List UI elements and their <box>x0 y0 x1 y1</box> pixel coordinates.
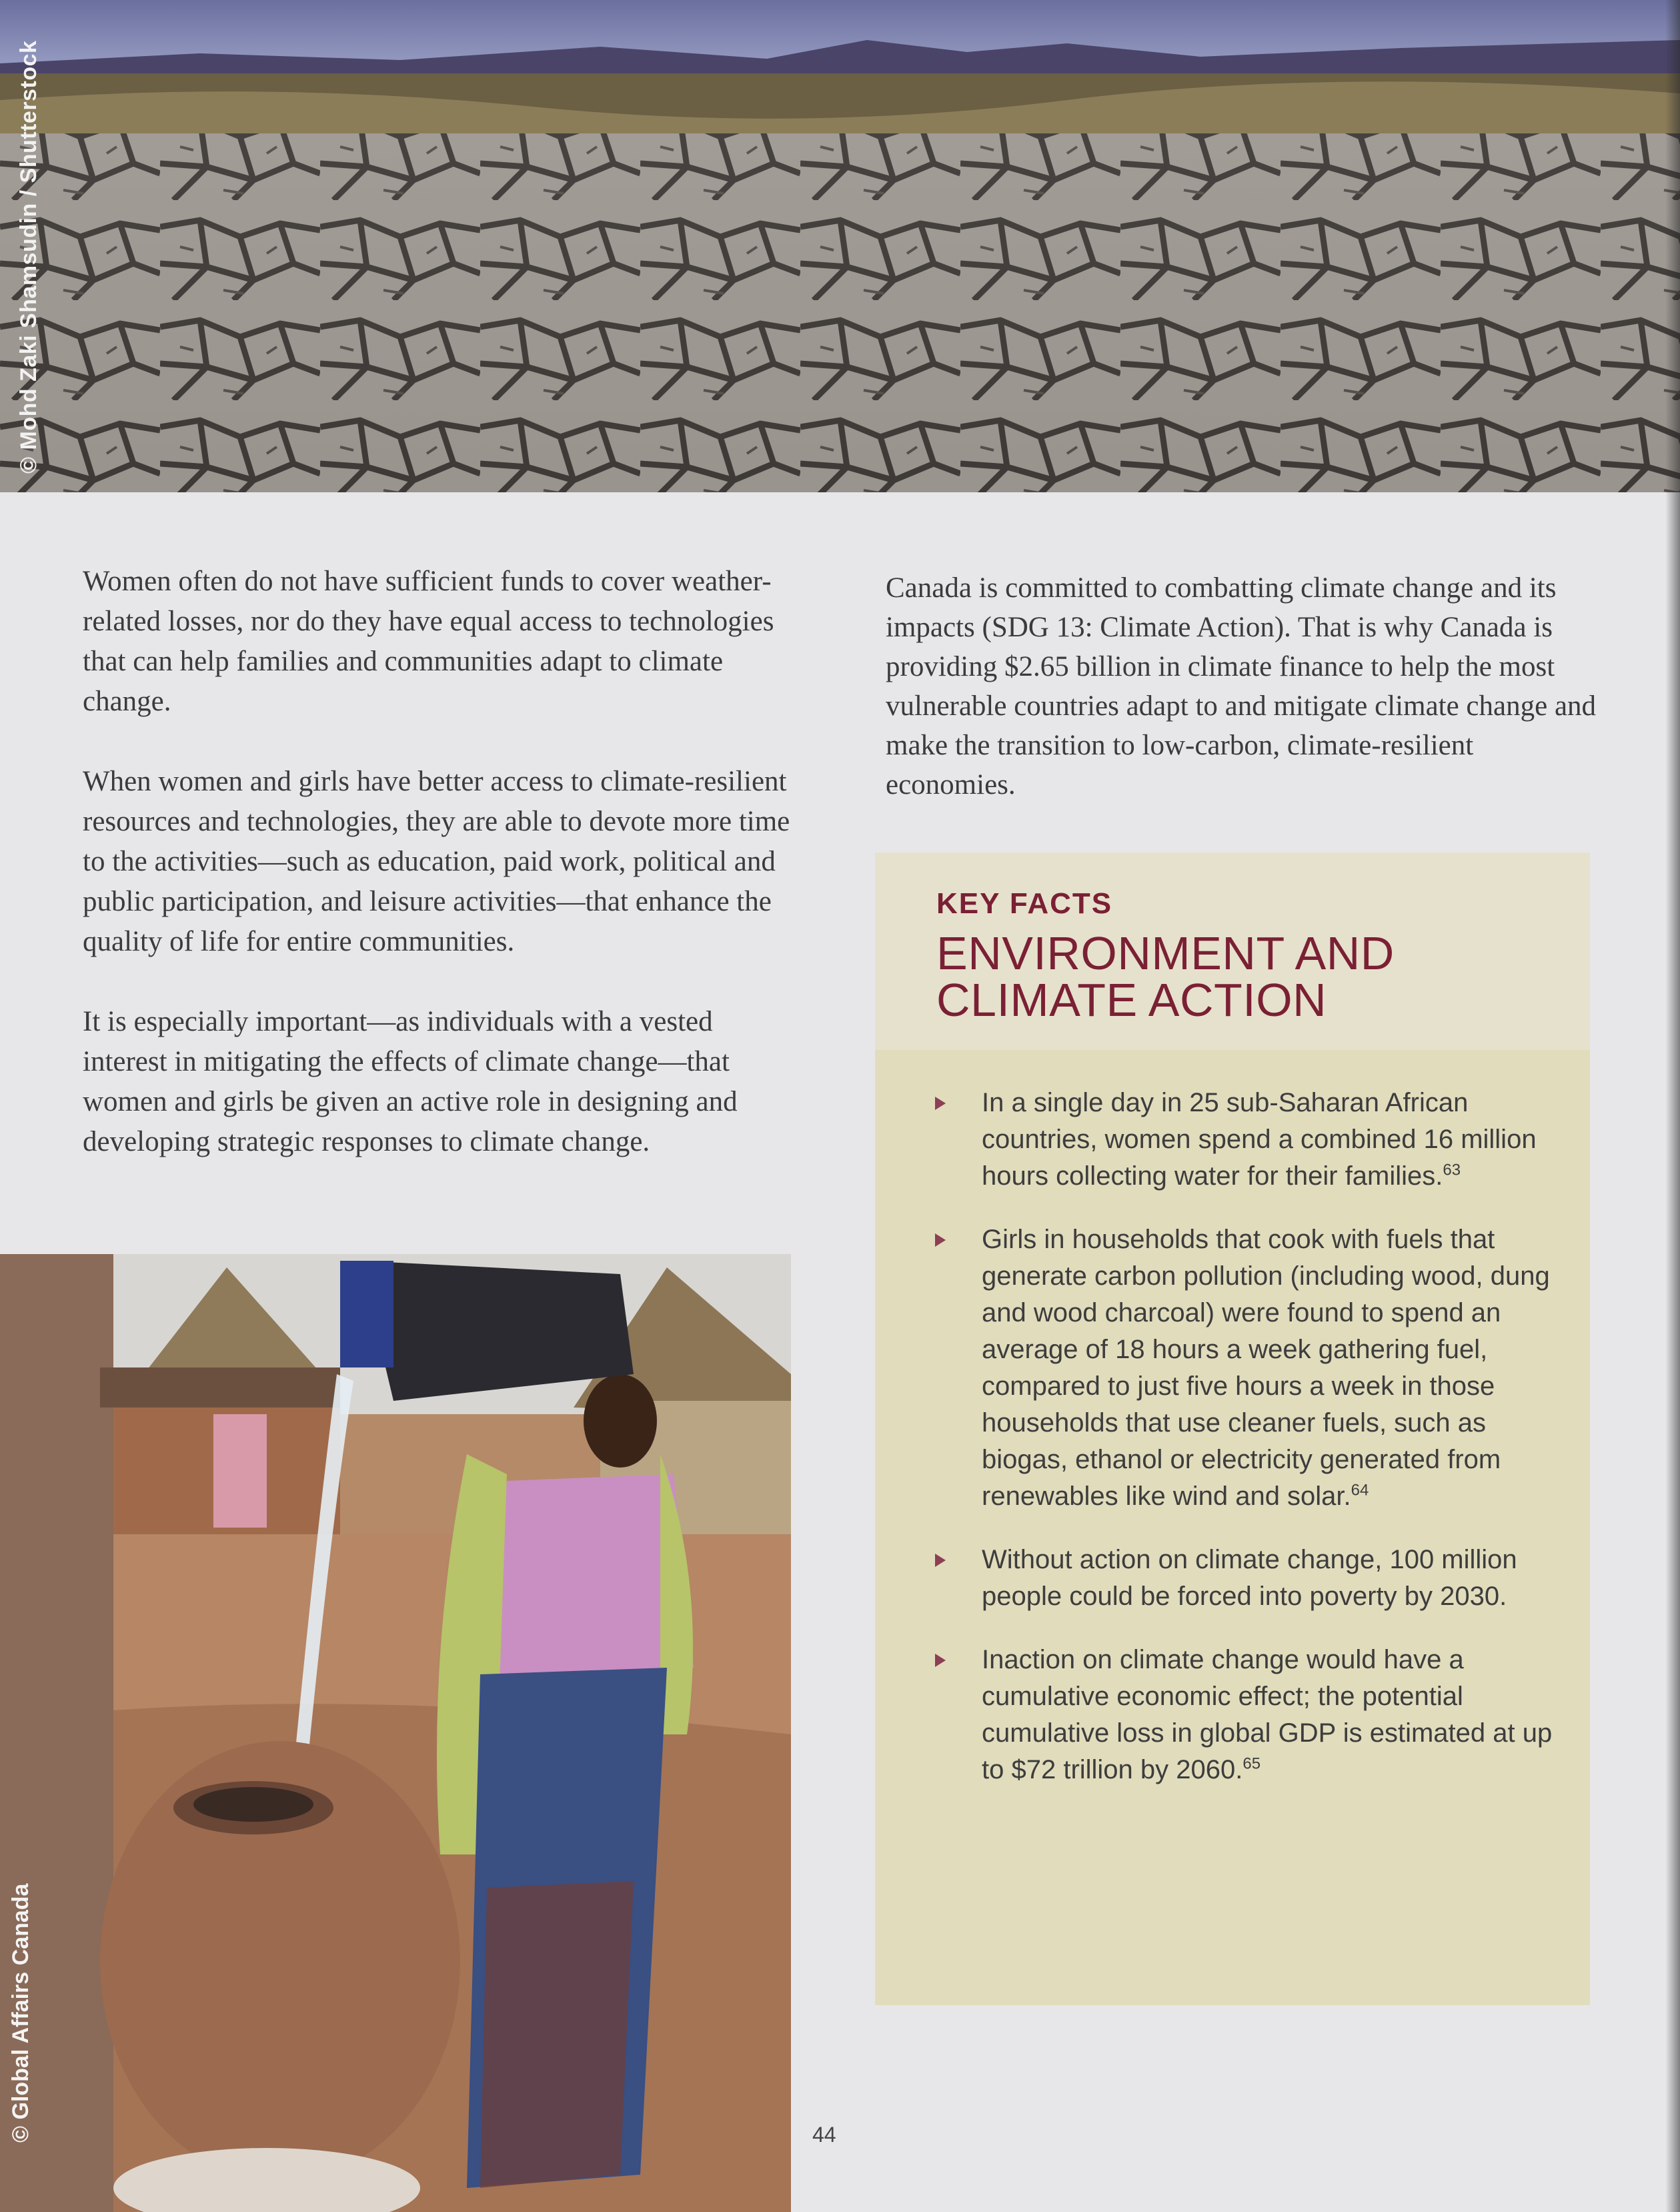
top-photo-credit: © Mohd Zaki Shamsudin / Shutterstock <box>16 40 41 474</box>
key-facts-title <box>936 927 1590 1026</box>
key-facts-box <box>875 853 1590 2005</box>
key-facts-header <box>875 853 1590 1050</box>
left-column <box>83 562 803 1202</box>
left-paragraph-2: When women and girls have better access to climate-resilient resources and technologies, they are able to devote more time to the activities—such as education, paid work, political and public participation, and leisure activities—that enhance the quality of life for entire communities. <box>83 766 790 957</box>
key-fact-text: Inaction on climate change would have a cumulative economic effect; the potential cumulative loss in global GDP is estimated at up to $72 trillion by 2060. <box>982 1645 1553 1784</box>
key-fact-item <box>875 1642 1577 1788</box>
footnote-ref: 63 <box>1443 1161 1461 1179</box>
key-fact-item <box>875 1085 1577 1195</box>
woman-pouring-water-image <box>0 1254 791 2212</box>
key-fact-item <box>875 1542 1577 1615</box>
triangle-bullet-icon <box>935 1233 946 1247</box>
left-paragraph-1: Women often do not have sufficient funds to cover weather-related losses, nor do they have equal access to technologies that can help families and communities adapt to climate change. <box>83 566 774 717</box>
right-paragraph: Canada is committed to combatting climate change and its impacts (SDG 13: Climate Action). That is why Canada is providing $2.65 billion in climate finance to help the most vulnerable countries adapt to and mitigate climate change and make the transition to low-carbon, climate-resilient economies. <box>886 572 1597 800</box>
key-facts-list <box>875 1050 1590 1788</box>
key-fact-text: Girls in households that cook with fuels that generate carbon pollution (including wood, dung and wood charcoal) were found to spend an average of 18 hours a week gathering fuel, compared to just five hours a week in those households that use cleaner fuels, such as biogas, ethanol or electricity generated from renewables like wind and solar. <box>982 1225 1550 1511</box>
footnote-ref: 65 <box>1242 1754 1261 1773</box>
footnote-ref: 64 <box>1351 1481 1369 1500</box>
key-fact-item <box>875 1221 1577 1515</box>
key-facts-title-line-2: CLIMATE ACTION <box>936 974 1327 1026</box>
key-fact-text: In a single day in 25 sub-Saharan African countries, women spend a combined 16 million hours collecting water for their families. <box>982 1088 1537 1191</box>
page-edge-shadow <box>1665 0 1680 2212</box>
left-paragraph-3: It is especially important—as individuals with a vested interest in mitigating the effects of climate change—that women and girls be given an active role in designing and developing strategic responses to climate change. <box>83 1006 738 1157</box>
key-fact-text: Without action on climate change, 100 million people could be forced into poverty by 2030. <box>982 1545 1517 1611</box>
key-facts-title-line-1: ENVIRONMENT AND <box>936 927 1395 979</box>
top-photo-cracked-earth <box>0 0 1680 492</box>
triangle-bullet-icon <box>935 1654 946 1667</box>
page-number: 44 <box>812 2123 836 2147</box>
bottom-photo-credit: © Global Affairs Canada <box>8 1883 33 2143</box>
key-facts-kicker: KEY FACTS <box>936 887 1113 920</box>
right-column <box>886 568 1606 804</box>
triangle-bullet-icon <box>935 1097 946 1110</box>
triangle-bullet-icon <box>935 1554 946 1567</box>
cracked-earth-image <box>0 0 1680 492</box>
bottom-photo-woman-pouring-water <box>0 1254 791 2212</box>
